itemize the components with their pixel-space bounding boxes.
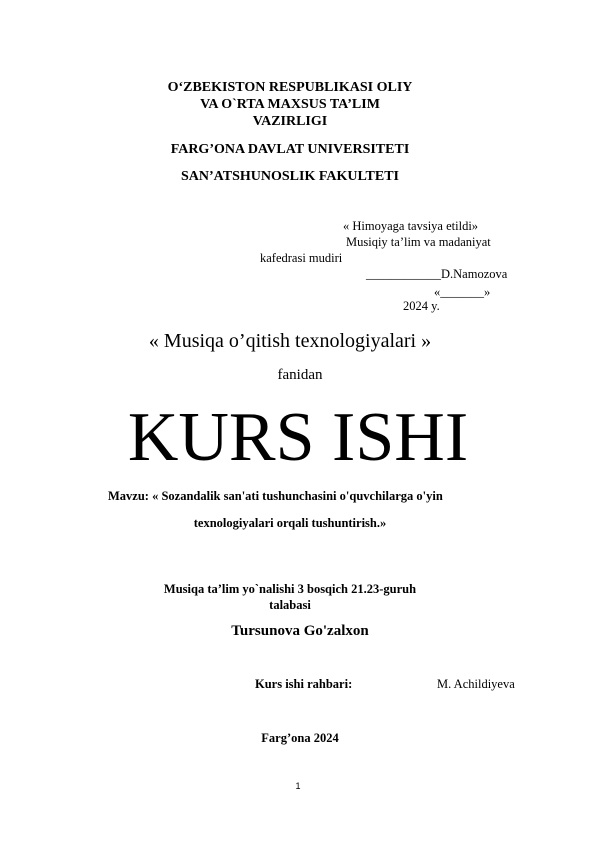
approval-year: 2024 y. [403,299,440,313]
university-name: FARG’ONA DAVLAT UNIVERSITETI [170,142,410,157]
student-group-line-1: Musiqa ta’lim yo`nalishi 3 bosqich 21.23-guruh [163,582,417,596]
student-group [90,581,490,613]
subject-subtitle: fanidan [277,367,323,383]
student-group-line-2: talabasi [269,598,311,612]
ministry-line: VAZIRLIGI [252,114,328,129]
subject-title: « Musiqa o’qitish texnologiyalari » [148,330,432,352]
topic-line-2: texnologiyalari orqali tushuntirish.» [193,516,387,530]
ministry-line: O‘ZBEKISTON RESPUBLIKASI OLIY [167,80,413,95]
supervisor-name: M. Achildiyeva [437,677,515,691]
page-number: 1 [295,781,301,791]
faculty-name: SAN’ATSHUNOSLIK FAKULTETI [181,169,399,184]
document-type-title: KURS ISHI [127,399,469,476]
ministry-name [120,79,460,130]
approval-department-head: kafedrasi mudiri [260,251,343,265]
head-name: D.Namozova [441,267,508,281]
approval-date-blank: «_______» [434,285,491,299]
topic-line-1: Mavzu: « Sozandalik san'ati tushunchasini o'quvchilarga o'yin [108,489,443,503]
approval-signature-line [366,267,507,282]
ministry-line: VA O`RTA MAXSUS TA’LIM [200,97,380,112]
signature-blank: ____________ [366,267,441,281]
supervisor-label: Kurs ishi rahbari: [255,677,353,691]
city-year: Farg’ona 2024 [261,731,339,745]
student-name: Tursunova Go'zalxon [231,623,369,639]
approval-department: Musiqiy ta’lim va madaniyat [346,235,491,249]
approval-recommended: « Himoyaga tavsiya etildi» [343,219,479,233]
